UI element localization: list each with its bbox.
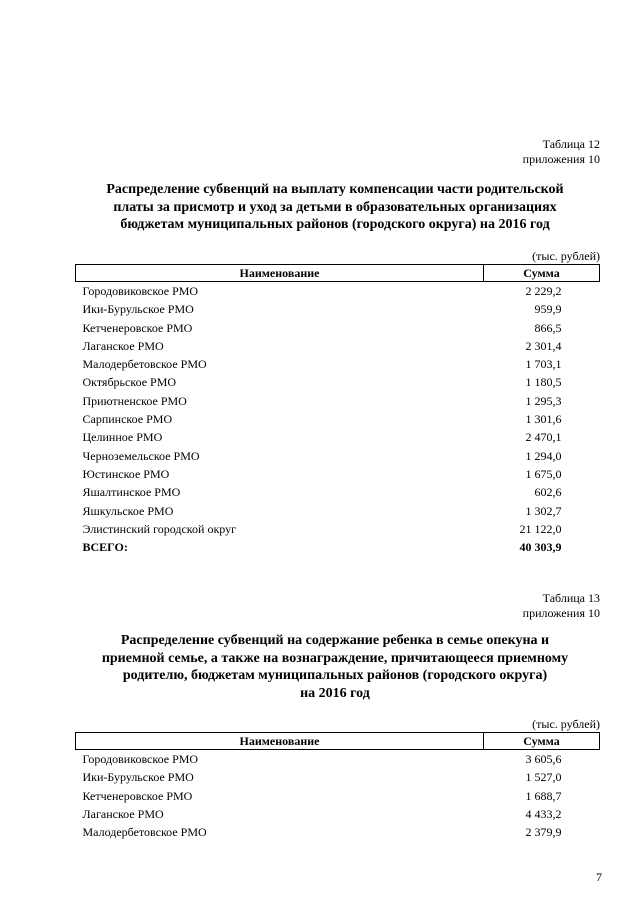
row-value: 21 122,0	[519, 521, 562, 536]
row-name: Городовиковское РМО	[82, 752, 199, 766]
row-value: 2 301,4	[525, 338, 562, 353]
row-name: Юстинское РМО	[82, 466, 170, 481]
table-12-label	[523, 137, 600, 167]
row-name: Малодербетовское РМО	[82, 357, 207, 372]
row-name: Лаганское РМО	[82, 338, 164, 353]
title-line: платы за присмотр и уход за детьми в образовательных организациях	[113, 199, 557, 215]
row-value: 1 527,0	[525, 770, 562, 785]
appendix-ref: приложения 10	[522, 152, 600, 166]
table-12-unit: (тыс. рублей)	[532, 249, 600, 263]
row-name: Ики-Бурульское РМО	[82, 770, 194, 785]
row-name: Элистинский городской округ	[82, 521, 237, 536]
table-header-row	[76, 265, 600, 282]
table-13-unit: (тыс. рублей)	[532, 717, 600, 731]
row-value: 1 295,3	[525, 393, 562, 408]
row-name: Октябрьское РМО	[82, 375, 177, 390]
row-name: Городовиковское РМО	[82, 284, 199, 298]
row-name: Целинное РМО	[82, 430, 163, 445]
table-number: Таблица 13	[542, 591, 600, 605]
table-12-title	[70, 181, 600, 234]
table-row	[76, 300, 600, 318]
table-row	[76, 319, 600, 337]
table-row	[76, 392, 600, 410]
table-row	[76, 520, 600, 538]
table-row	[76, 823, 600, 841]
table-row	[76, 373, 600, 391]
row-value: 3 605,6	[525, 752, 562, 766]
table-13	[75, 732, 600, 841]
table-row	[76, 282, 600, 301]
appendix-ref: приложения 10	[522, 606, 600, 620]
row-value: 866,5	[534, 320, 562, 335]
total-row	[76, 538, 600, 556]
table-row	[76, 750, 600, 769]
table-row	[76, 337, 600, 355]
table-number: Таблица 12	[542, 137, 600, 151]
total-label: ВСЕГО:	[82, 540, 128, 555]
row-name: Черноземельское РМО	[82, 448, 200, 463]
table-row	[76, 428, 600, 446]
row-name: Кетченеровское РМО	[82, 788, 193, 803]
title-line: бюджетам муниципальных районов (городского округа) на 2016 год	[120, 217, 550, 232]
row-name: Малодербетовское РМО	[82, 825, 207, 840]
row-value: 1 675,0	[525, 466, 562, 481]
table-row	[76, 355, 600, 373]
row-name: Ики-Бурульское РМО	[82, 302, 194, 317]
table-header-row	[76, 733, 600, 750]
header-sum: Сумма	[484, 265, 600, 282]
row-name: Приютненское РМО	[82, 393, 187, 408]
row-value: 1 180,5	[525, 375, 562, 390]
header-sum: Сумма	[484, 733, 600, 750]
row-value: 2 470,1	[525, 430, 562, 445]
row-name: Сарпинское РМО	[82, 412, 173, 427]
title-line: родителю, бюджетам муниципальных районов (городского округа)	[122, 668, 548, 683]
table-row	[76, 483, 600, 501]
total-value: 40 303,9	[519, 540, 562, 555]
table-row	[76, 787, 600, 805]
table-row	[76, 502, 600, 520]
row-value: 1 294,0	[525, 448, 562, 463]
header-name: Наименование	[76, 265, 484, 282]
row-value: 1 302,7	[525, 503, 562, 518]
row-name: Яшкульское РМО	[82, 503, 174, 518]
row-value: 4 433,2	[525, 806, 562, 821]
row-value: 959,9	[534, 302, 562, 317]
row-name: Кетченеровское РМО	[82, 320, 193, 335]
row-value: 2 379,9	[525, 825, 562, 840]
row-value: 602,6	[534, 485, 562, 500]
header-name: Наименование	[76, 733, 484, 750]
page-number: 7	[596, 870, 602, 884]
table-13-title	[70, 632, 600, 702]
title-line: Распределение субвенций на выплату компенсации части родительской	[106, 182, 564, 197]
title-line: на 2016 год	[300, 685, 370, 701]
table-row	[76, 447, 600, 465]
table-row	[76, 465, 600, 483]
table-13-label	[523, 591, 600, 621]
title-line: Распределение субвенций на содержание ребенка в семье опекуна и	[120, 633, 550, 648]
title-line: приемной семье, а также на вознаграждение, причитающееся приемному	[101, 650, 569, 666]
table-row	[76, 805, 600, 823]
row-name: Яшалтинское РМО	[82, 485, 181, 500]
table-12	[75, 264, 600, 556]
row-value: 1 703,1	[525, 357, 562, 372]
row-value: 1 688,7	[525, 788, 562, 803]
table-row	[76, 410, 600, 428]
row-value: 2 229,2	[525, 284, 562, 298]
row-name: Лаганское РМО	[82, 806, 164, 821]
row-value: 1 301,6	[525, 412, 562, 427]
table-row	[76, 768, 600, 786]
